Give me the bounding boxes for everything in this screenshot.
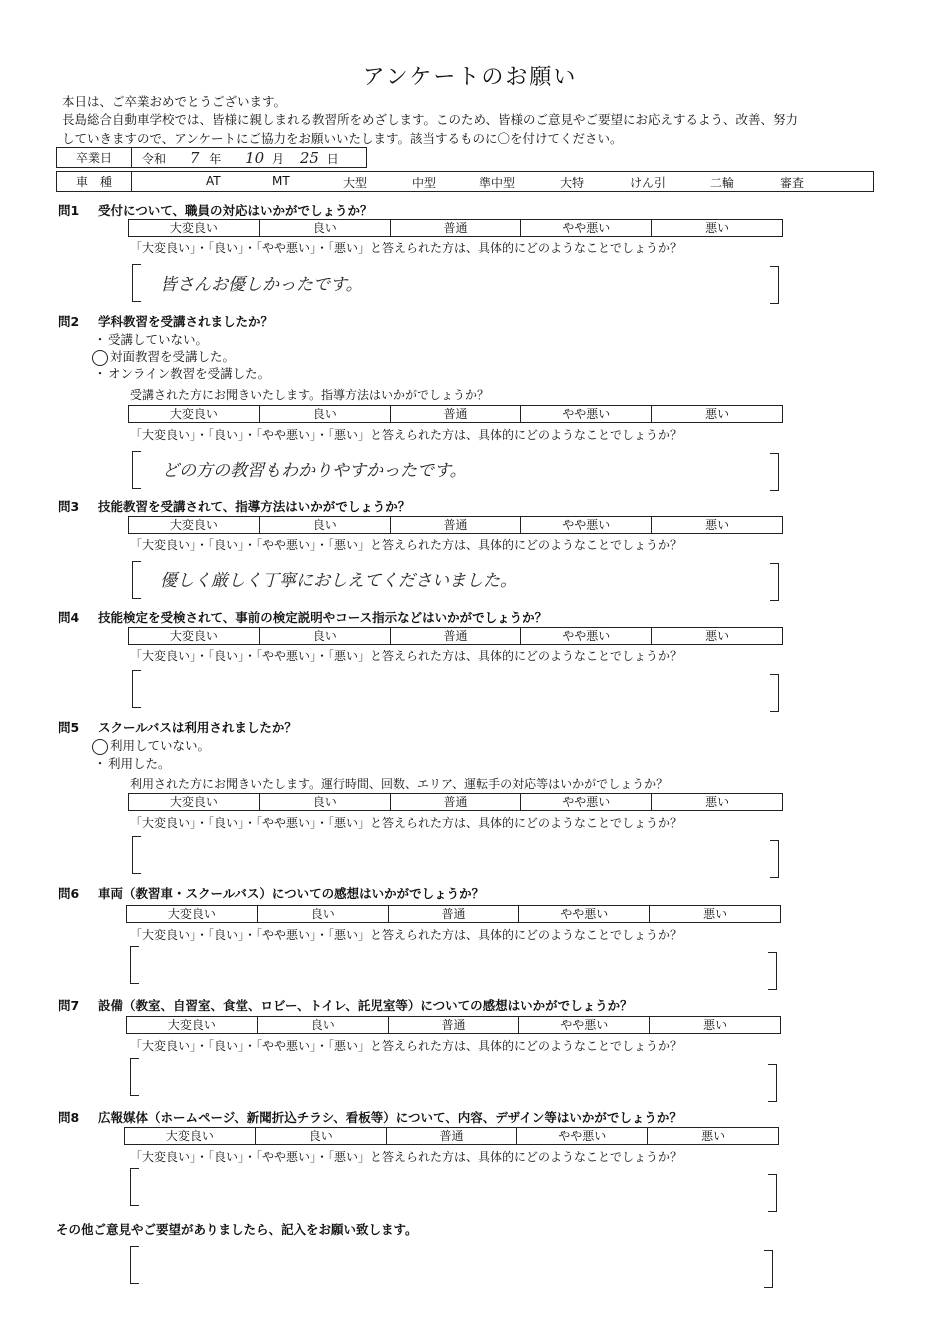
q3-rating-normal[interactable]: 普通 [390, 517, 521, 534]
question-1-hint: 「大変良い」・「良い」・「やや悪い」・「悪い」と答えられた方は、具体的にどのようなことでしょうか？ [130, 241, 683, 255]
question-2-option-none-label: 受講していない。 [108, 332, 209, 347]
intro-line-1: 本日は、ご卒業おめでとうございます。 [62, 94, 287, 109]
question-5-option-not-used-label: 利用していない。 [110, 738, 211, 753]
q6-rating-very-good[interactable]: 大変良い [127, 906, 258, 923]
year-unit: 年 [209, 151, 222, 166]
question-1-text: 受付について、職員の対応はいかがでしょうか？ [98, 203, 373, 218]
question-2-text: 学科教習を受講されましたか？ [98, 314, 274, 329]
q8-rating-bad[interactable]: 悪い [648, 1128, 779, 1145]
question-3-answer[interactable]: 優しく厳しく丁寧におしえてくださいました。 [160, 571, 517, 591]
question-6-number: 問6 [58, 886, 80, 901]
question-7-bracket-right [768, 1064, 777, 1102]
vehicle-options [132, 172, 874, 192]
q1-rating-bad[interactable]: 悪い [652, 220, 783, 237]
q1-rating-good[interactable]: 良い [259, 220, 390, 237]
question-2-rating [128, 405, 783, 423]
q8-rating-normal[interactable]: 普通 [386, 1128, 517, 1145]
question-2-option-in-person-label: 対面教習を受講した。 [110, 349, 236, 364]
question-3-number: 問3 [58, 499, 80, 514]
selected-circle-icon [92, 739, 108, 755]
question-8-rating [124, 1127, 779, 1145]
question-5-bracket-right [770, 840, 779, 878]
q4-rating-somewhat-bad[interactable]: やや悪い [521, 628, 652, 645]
vehicle-label: 車 種 [57, 172, 132, 192]
question-2-answer[interactable]: どの方の教習もわかりやすかったです。 [162, 461, 467, 481]
question-2-sub: 受講された方にお聞きいたします。指導方法はいかがでしょうか？ [130, 388, 490, 402]
question-4-rating [128, 627, 783, 645]
q3-rating-very-good[interactable]: 大変良い [129, 517, 260, 534]
q2-rating-somewhat-bad[interactable]: やや悪い [521, 406, 652, 423]
month-unit: 月 [271, 151, 284, 166]
question-7-heading [58, 996, 633, 1014]
q3-rating-somewhat-bad[interactable]: やや悪い [521, 517, 652, 534]
question-4-bracket-right [770, 674, 779, 712]
q6-rating-bad[interactable]: 悪い [650, 906, 781, 923]
question-8-bracket-right [768, 1174, 777, 1212]
other-bracket-right [764, 1250, 773, 1288]
grad-year: 7 [189, 148, 200, 167]
question-5-heading [58, 718, 297, 736]
vehicle-option-at[interactable]: AT [206, 174, 221, 188]
q8-rating-very-good[interactable]: 大変良い [125, 1128, 256, 1145]
question-5-option-used-label: 利用した。 [108, 756, 171, 771]
question-7-rating [126, 1016, 781, 1034]
grad-day: 25 [299, 148, 319, 167]
q4-rating-normal[interactable]: 普通 [390, 628, 521, 645]
page-title: アンケートのお願い [362, 65, 578, 90]
question-1-answer[interactable]: 皆さんお優しかったです。 [160, 275, 363, 295]
question-1-bracket-left [132, 264, 141, 302]
q2-rating-bad[interactable]: 悪い [652, 406, 783, 423]
q1-rating-very-good[interactable]: 大変良い [129, 220, 260, 237]
bullet-icon: ・ [93, 756, 107, 771]
question-2-hint: 「大変良い」・「良い」・「やや悪い」・「悪い」と答えられた方は、具体的にどのようなことでしょうか？ [130, 428, 683, 442]
q5-rating-somewhat-bad[interactable]: やや悪い [521, 794, 652, 811]
question-3-bracket-right [770, 563, 779, 601]
question-8-bracket-left [130, 1168, 139, 1206]
q7-rating-somewhat-bad[interactable]: やや悪い [519, 1017, 650, 1034]
question-2-number: 問2 [58, 314, 80, 329]
question-6-heading [58, 884, 484, 902]
question-1-heading [58, 201, 373, 219]
question-2-option-in-person[interactable] [92, 347, 235, 366]
bullet-icon: ・ [93, 366, 107, 381]
question-5-option-not-used[interactable] [92, 736, 210, 755]
question-2-option-none[interactable] [92, 330, 208, 348]
q4-rating-good[interactable]: 良い [259, 628, 390, 645]
graduation-date-table [56, 147, 367, 168]
vehicle-option-large[interactable]: 大型 [343, 176, 368, 190]
q6-rating-somewhat-bad[interactable]: やや悪い [519, 906, 650, 923]
q7-rating-normal[interactable]: 普通 [388, 1017, 519, 1034]
intro-line-2: 長島総合自動車学校では、皆様に親しまれる教習所をめざします。このため、皆様のご意見やご要望にお応えするよう、改善、努力 [62, 112, 799, 127]
q1-rating-normal[interactable]: 普通 [390, 220, 521, 237]
question-5-sub: 利用された方にお聞きいたします。運行時間、回数、エリア、運転手の対応等はいかがでしょうか？ [130, 777, 669, 791]
question-5-text: スクールバスは利用されましたか？ [98, 720, 297, 735]
question-8-text: 広報媒体（ホームページ、新聞折込チラシ、看板等）について、内容、デザイン等はいかがでしょうか？ [98, 1110, 682, 1125]
question-5-rating [128, 793, 783, 811]
question-7-bracket-left [130, 1058, 139, 1096]
q6-rating-normal[interactable]: 普通 [388, 906, 519, 923]
q2-rating-very-good[interactable]: 大変良い [129, 406, 260, 423]
vehicle-option-motorcycle[interactable]: 二輪 [710, 176, 735, 190]
grad-month: 10 [245, 148, 265, 167]
intro-line-3: していきますので、アンケートにご協力をお願いいたします。該当するものに〇を付けてください。 [62, 131, 623, 146]
q7-rating-bad[interactable]: 悪い [650, 1017, 781, 1034]
question-8-number: 問8 [58, 1110, 80, 1125]
vehicle-option-semi-medium[interactable]: 準中型 [479, 176, 516, 190]
q4-rating-bad[interactable]: 悪い [652, 628, 783, 645]
q5-rating-good[interactable]: 良い [259, 794, 390, 811]
question-6-text: 車両（教習車・スクールバス）についての感想はいかがでしょうか？ [98, 886, 485, 901]
question-5-option-used[interactable] [92, 754, 171, 772]
q7-rating-good[interactable]: 良い [257, 1017, 388, 1034]
graduation-date-field[interactable] [132, 148, 367, 168]
question-1-bracket-right [770, 266, 779, 304]
question-8-hint: 「大変良い」・「良い」・「やや悪い」・「悪い」と答えられた方は、具体的にどのようなことでしょうか？ [130, 1150, 683, 1164]
question-5-hint: 「大変良い」・「良い」・「やや悪い」・「悪い」と答えられた方は、具体的にどのようなことでしょうか？ [130, 816, 683, 830]
day-unit: 日 [326, 151, 339, 166]
question-3-rating [128, 516, 783, 534]
question-1-number: 問1 [58, 203, 80, 218]
question-4-bracket-left [132, 670, 141, 708]
question-2-heading [58, 312, 273, 330]
question-4-heading [58, 608, 547, 626]
q2-rating-good[interactable]: 良い [259, 406, 390, 423]
q5-rating-very-good[interactable]: 大変良い [129, 794, 260, 811]
q3-rating-good[interactable]: 良い [259, 517, 390, 534]
question-6-bracket-right [768, 952, 777, 990]
q3-rating-bad[interactable]: 悪い [652, 517, 783, 534]
question-2-bracket-right [770, 453, 779, 491]
bullet-icon: ・ [93, 332, 107, 347]
q7-rating-very-good[interactable]: 大変良い [127, 1017, 258, 1034]
q6-rating-good[interactable]: 良い [257, 906, 388, 923]
q1-rating-somewhat-bad[interactable]: やや悪い [521, 220, 652, 237]
question-7-text: 設備（教室、自習室、食堂、ロビー、トイレ、託児室等）についての感想はいかがでしょうか？ [98, 998, 633, 1013]
question-3-hint: 「大変良い」・「良い」・「やや悪い」・「悪い」と答えられた方は、具体的にどのようなことでしょうか？ [130, 538, 683, 552]
q5-rating-normal[interactable]: 普通 [390, 794, 521, 811]
question-1-rating [128, 219, 783, 237]
question-2-option-online-label: オンライン教習を受講した。 [108, 366, 271, 381]
question-2-option-online[interactable] [92, 364, 270, 382]
vehicle-option-medium[interactable]: 中型 [412, 176, 437, 190]
question-5-number: 問5 [58, 720, 80, 735]
q2-rating-normal[interactable]: 普通 [390, 406, 521, 423]
question-6-hint: 「大変良い」・「良い」・「やや悪い」・「悪い」と答えられた方は、具体的にどのようなことでしょうか？ [130, 928, 683, 942]
question-3-text: 技能教習を受講されて、指導方法はいかがでしょうか？ [98, 499, 411, 514]
question-4-hint: 「大変良い」・「良い」・「やや悪い」・「悪い」と答えられた方は、具体的にどのようなことでしょうか？ [130, 649, 683, 663]
question-6-rating [126, 905, 781, 923]
question-3-bracket-left [132, 561, 141, 599]
vehicle-option-mt[interactable]: MT [272, 174, 290, 188]
question-7-number: 問7 [58, 998, 80, 1013]
other-comments-heading: その他ご意見やご要望がありましたら、記入をお願い致します。 [56, 1222, 418, 1237]
q5-rating-bad[interactable]: 悪い [652, 794, 783, 811]
vehicle-type-table [56, 171, 874, 192]
q8-rating-good[interactable]: 良い [255, 1128, 386, 1145]
question-7-hint: 「大変良い」・「良い」・「やや悪い」・「悪い」と答えられた方は、具体的にどのようなことでしょうか？ [130, 1039, 683, 1053]
vehicle-option-special[interactable]: 大特 [560, 176, 585, 190]
question-4-number: 問4 [58, 610, 80, 625]
question-4-text: 技能検定を受検されて、事前の検定説明やコース指示などはいかがでしょうか？ [98, 610, 548, 625]
other-bracket-left [130, 1246, 139, 1284]
question-5-bracket-left [132, 836, 141, 874]
q8-rating-somewhat-bad[interactable]: やや悪い [517, 1128, 648, 1145]
vehicle-option-exam[interactable]: 審査 [780, 176, 805, 190]
era-label: 令和 [142, 151, 167, 166]
q4-rating-very-good[interactable]: 大変良い [129, 628, 260, 645]
vehicle-option-towing[interactable]: けん引 [630, 176, 667, 190]
question-6-bracket-left [130, 946, 139, 984]
question-2-bracket-left [132, 451, 141, 489]
question-3-heading [58, 497, 410, 515]
question-8-heading [58, 1108, 682, 1126]
graduation-label: 卒業日 [57, 148, 132, 168]
